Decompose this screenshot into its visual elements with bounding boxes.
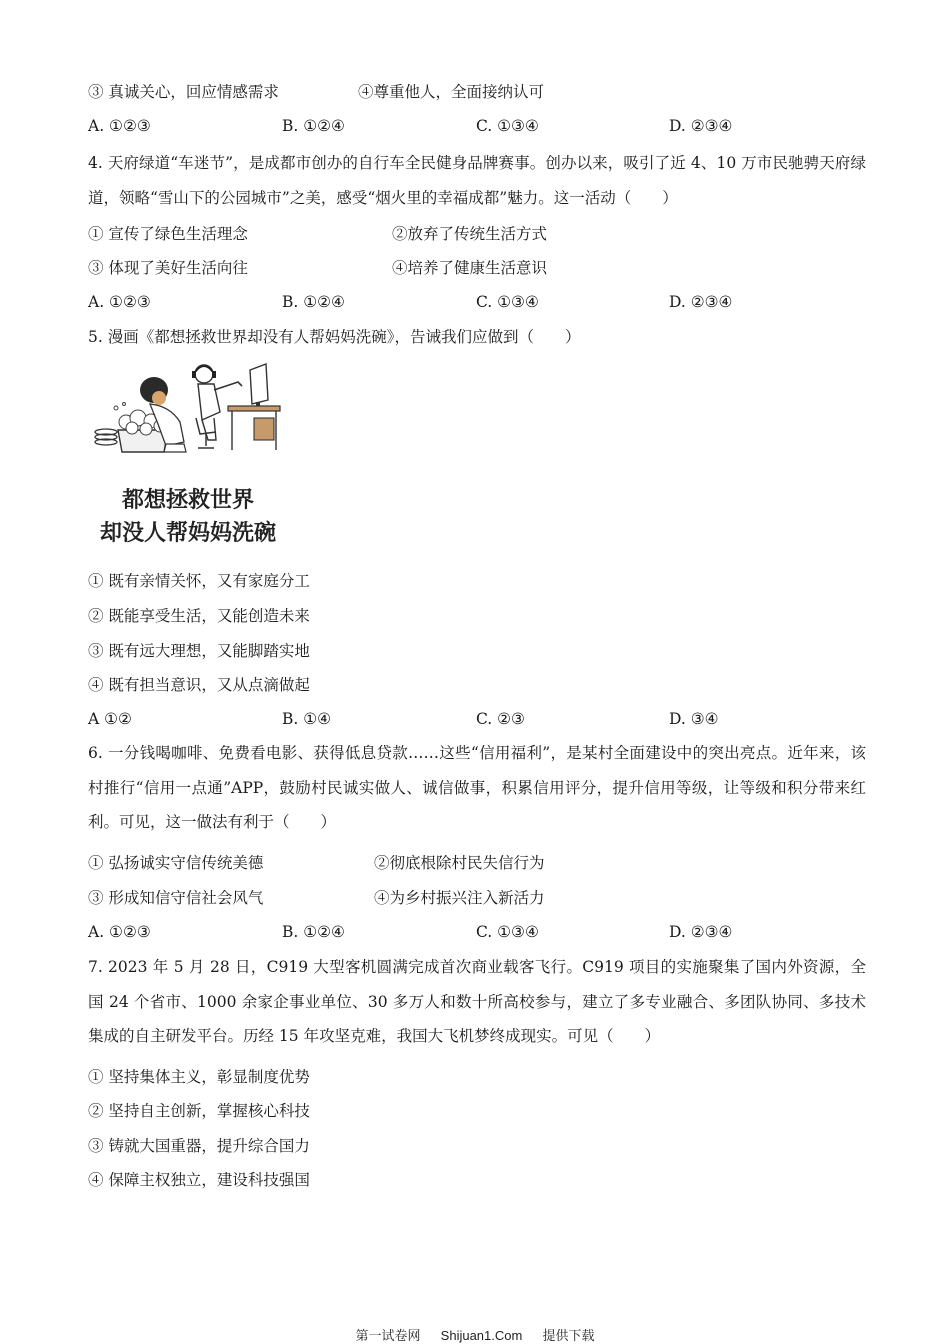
q7-option-4: ④ 保障主权独立，建设科技强国 — [88, 1171, 310, 1189]
q5-option-4: ④ 既有担当意识，又从点滴做起 — [88, 676, 310, 694]
q6-choice-b: B. ①②④ — [282, 923, 345, 941]
q3-choice-c: C. ①③④ — [476, 117, 539, 135]
footer-site-cn: 第一试卷网 — [355, 1329, 421, 1344]
q5-choice-b: B. ①④ — [282, 710, 332, 728]
q5-option-2: ② 既能享受生活，又能创造未来 — [88, 607, 310, 625]
q7-option-1: ① 坚持集体主义，彰显制度优势 — [88, 1068, 310, 1086]
q4-choice-d: D. ②③④ — [669, 293, 733, 311]
q3-option-4: ④尊重他人，全面接纳认可 — [358, 83, 545, 101]
cartoon-caption-line-2: 却没人帮妈妈洗碗 — [99, 521, 277, 546]
q7-stem: 7. 2023 年 5 月 28 日，C919 大型客机圆满完成首次商业载客飞行。C919 项目的实施聚集了国内外资源，全国 24 个省市、1000 余家企事业单位、30 多万人和数十所高校参与，建立了多专业融合、多团队协同、多技术集成的自主研发平台。历经 15 年攻坚克难，我国大飞机梦终成现实。可见（ ） — [88, 958, 866, 1045]
q4-choice-a: A. ①②③ — [88, 293, 151, 311]
q4-option-4: ④培养了健康生活意识 — [392, 259, 548, 277]
q6-choice-d: D. ②③④ — [669, 923, 733, 941]
q5-option-3: ③ 既有远大理想，又能脚踏实地 — [88, 642, 310, 660]
q6-choice-c: C. ①③④ — [476, 923, 539, 941]
q6-option-2: ②彻底根除村民失信行为 — [374, 854, 545, 872]
q3-choice-a: A. ①②③ — [88, 117, 151, 135]
q4-stem: 4. 天府绿道“车迷节”，是成都市创办的自行车全民健身品牌赛事。创办以来，吸引了近 4、10 万市民驰骋天府绿道，领略“雪山下的公园城市”之美，感受“烟火里的幸福成都”魅力。这一活动（ ） — [88, 154, 866, 207]
q5-choice-c: C. ②③ — [476, 710, 525, 728]
q4-option-1: ① 宣传了绿色生活理念 — [88, 225, 248, 243]
q5-stem: 5. 漫画《都想拯救世界却没有人帮妈妈洗碗》，告诫我们应做到（ ） — [88, 328, 581, 346]
q6-option-1: ① 弘扬诚实守信传统美德 — [88, 854, 264, 872]
q4-option-3: ③ 体现了美好生活向往 — [88, 259, 248, 277]
page-footer — [0, 1325, 950, 1344]
q5-choice-d: D. ③④ — [669, 710, 719, 728]
q7-option-2: ② 坚持自主创新，掌握核心科技 — [88, 1102, 310, 1120]
cartoon-drawing — [88, 360, 288, 550]
q4-choice-b: B. ①②④ — [282, 293, 345, 311]
q5-option-1: ① 既有亲情关怀，又有家庭分工 — [88, 572, 310, 590]
footer-provide: 提供下载 — [542, 1329, 595, 1344]
q6-option-3: ③ 形成知信守信社会风气 — [88, 889, 264, 907]
q6-choice-a: A. ①②③ — [88, 923, 151, 941]
q3-option-3: ③ 真诚关心，回应情感需求 — [88, 83, 279, 101]
q5-choice-a: A ①② — [88, 710, 132, 728]
q4-option-2: ②放弃了传统生活方式 — [392, 225, 548, 243]
footer-site-en: Shijuan1.Com — [440, 1328, 523, 1343]
cartoon-caption-line-1: 都想拯救世界 — [121, 488, 255, 513]
q3-choice-d: D. ②③④ — [669, 117, 733, 135]
q3-choice-b: B. ①②④ — [282, 117, 345, 135]
q7-option-3: ③ 铸就大国重器，提升综合国力 — [88, 1137, 310, 1155]
q6-stem: 6. 一分钱喝咖啡、免费看电影、获得低息贷款……这些“信用福利”，是某村全面建设中的突出亮点。近年来，该村推行“信用一点通”APP，鼓励村民诚实做人、诚信做事，积累信用评分，提升信用等级，让等级和积分带来红利。可见，这一做法有利于（ ） — [88, 744, 866, 831]
q4-choice-c: C. ①③④ — [476, 293, 539, 311]
cartoon-illustration — [88, 360, 288, 550]
q6-option-4: ④为乡村振兴注入新活力 — [374, 889, 545, 907]
